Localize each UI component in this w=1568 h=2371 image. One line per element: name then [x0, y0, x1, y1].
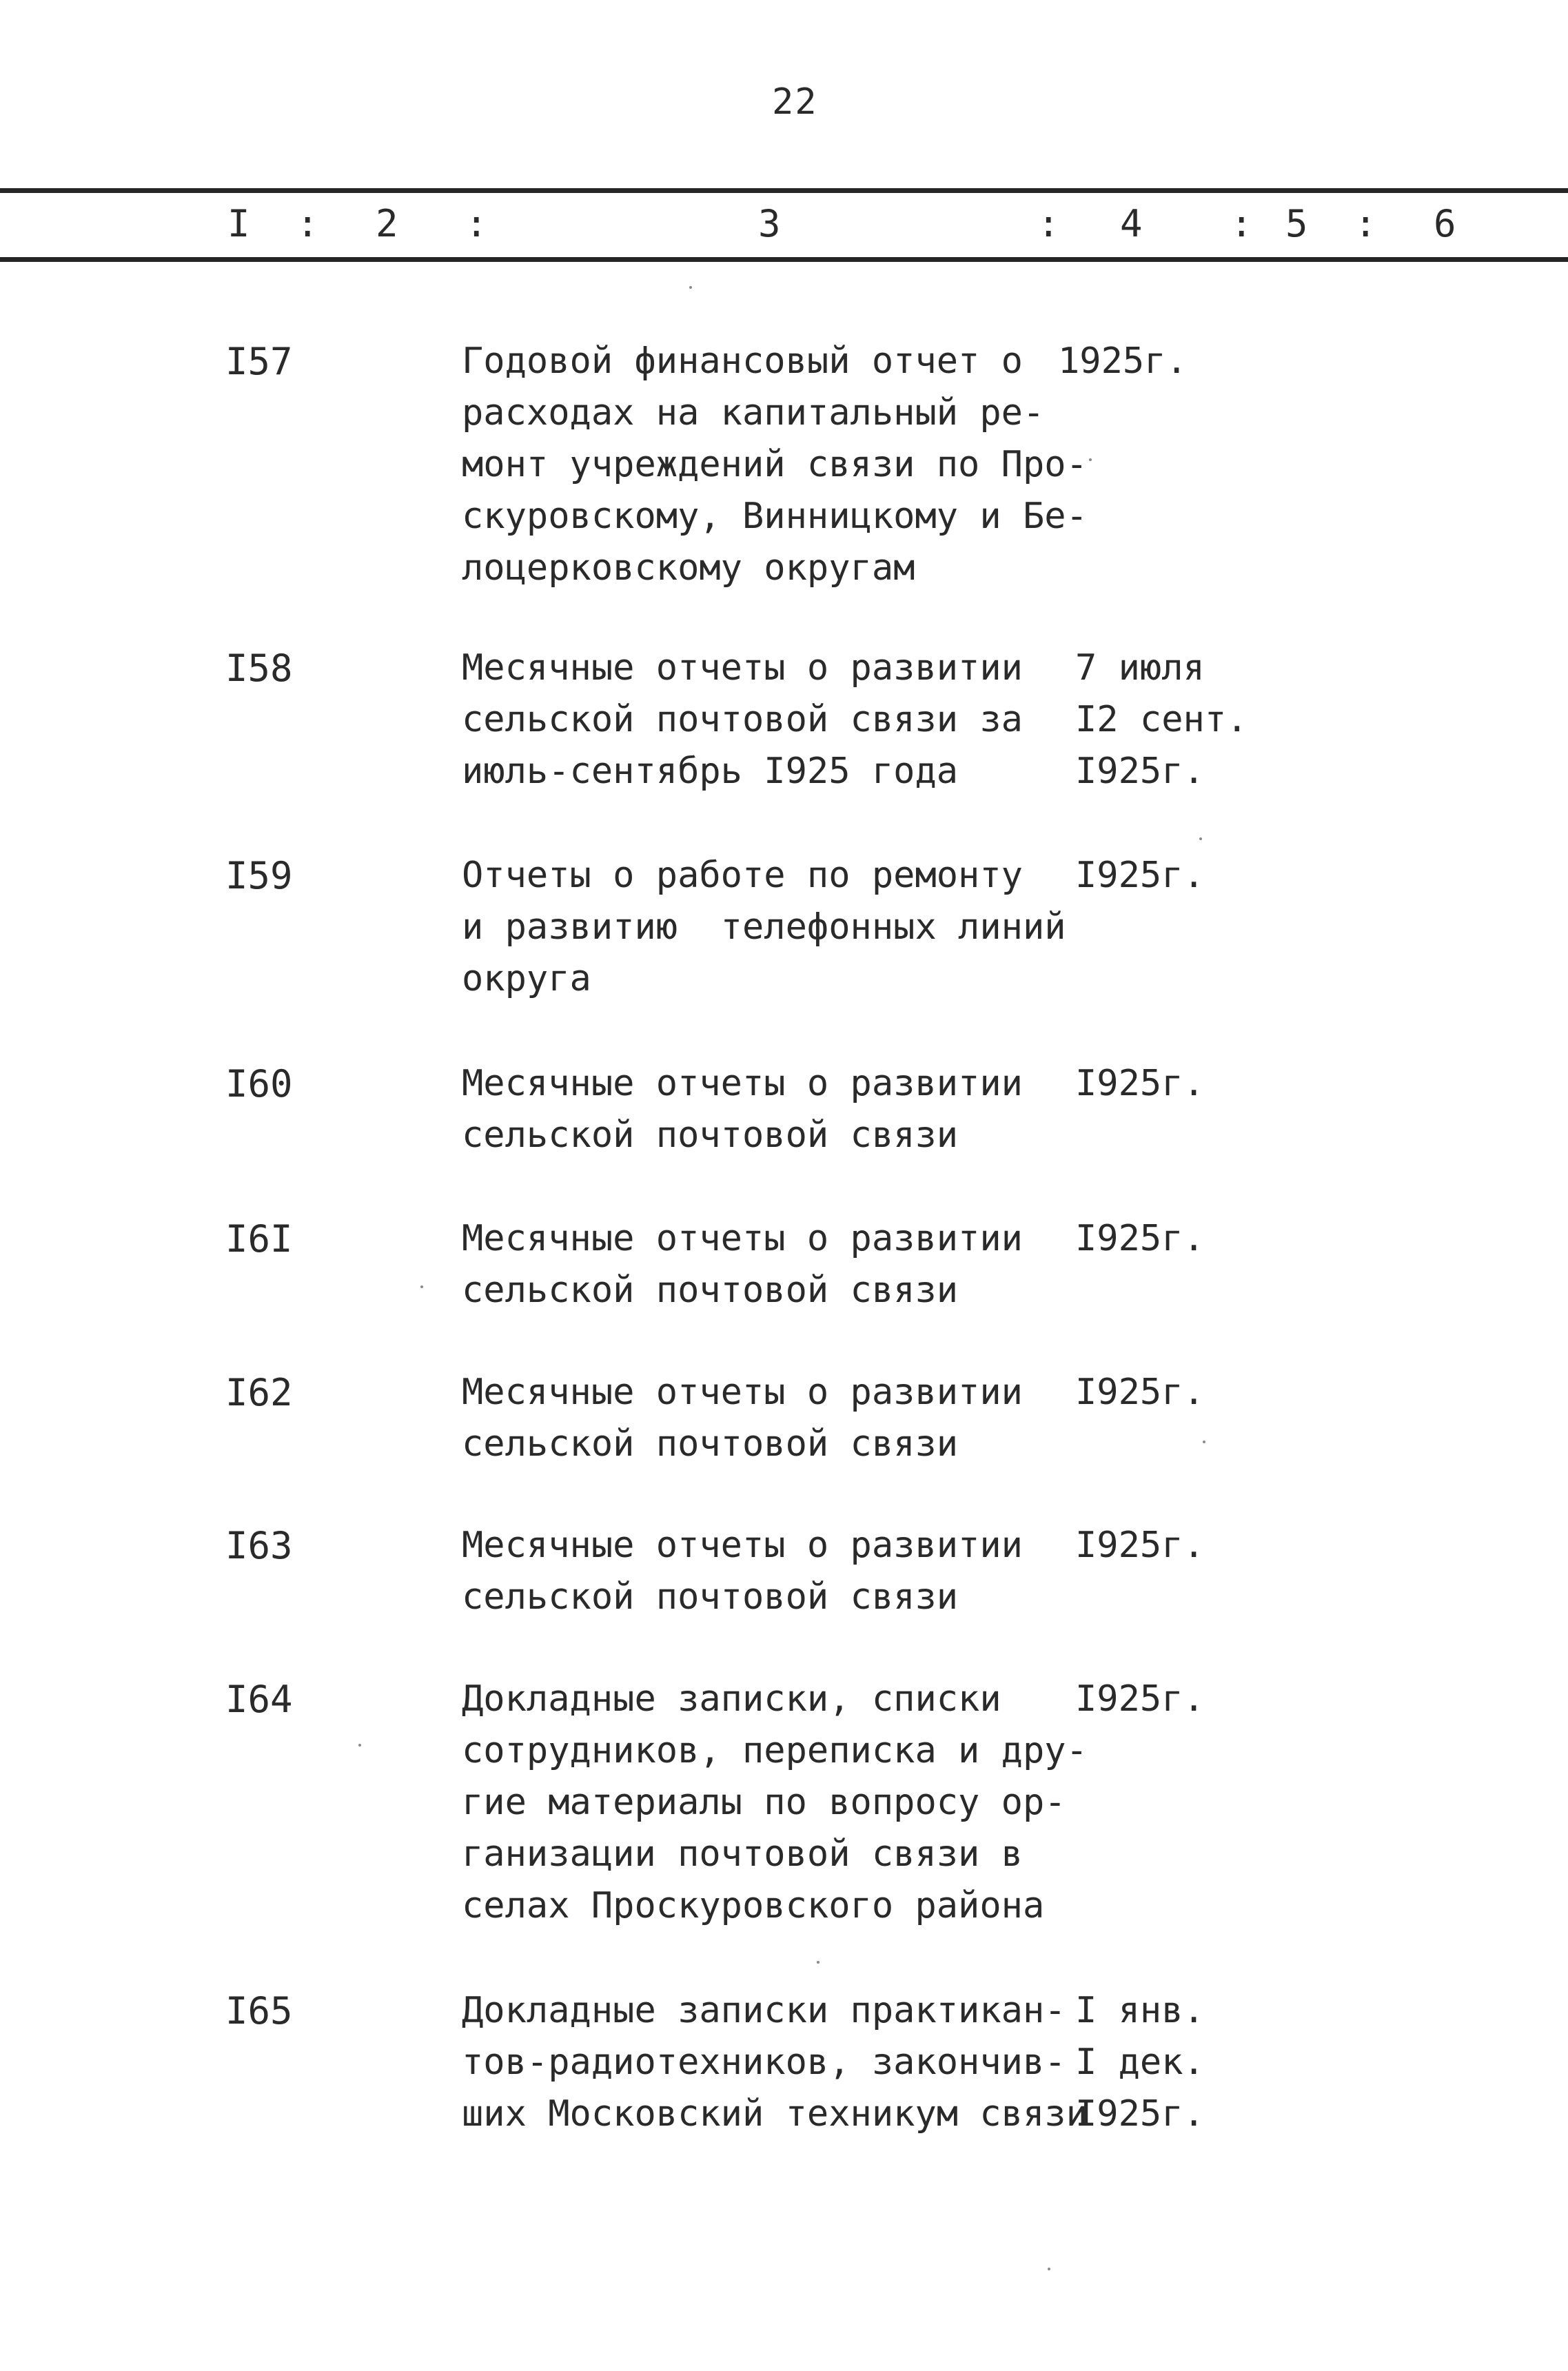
column-header-1: I: [227, 202, 250, 245]
scan-speck: [1203, 1441, 1205, 1443]
entry-title: Докладные записки, списки сотрудников, переписка и дру- гие материалы по вопросу ор- ганизации почтовой связи в селах Проскуровского района: [462, 1678, 1088, 1926]
entry-number: I57: [225, 340, 293, 383]
entry-title: Месячные отчеты о развитии сельской почтовой связи: [462, 1063, 1023, 1156]
column-separator: :: [296, 202, 319, 245]
entry-number: I63: [225, 1524, 293, 1567]
header-bottom-rule: [0, 257, 1568, 262]
entry-title: Месячные отчеты о развитии сельской почтовой связи за июль-сентябрь I925 года: [462, 647, 1023, 792]
entry-date: 1925г.: [1058, 340, 1188, 382]
entry-date: I925г.: [1075, 1372, 1205, 1413]
scan-speck: [420, 1285, 423, 1288]
entry-title: Месячные отчеты о развитии сельской почтовой связи: [462, 1525, 1023, 1618]
column-separator: :: [465, 202, 488, 245]
entry-date: I925г.: [1075, 855, 1205, 896]
entry-date: I925г.: [1075, 1063, 1205, 1104]
page-number: 22: [772, 81, 818, 123]
entry-title: Отчеты о работе по ремонту и развитию телефонных линий округа: [462, 855, 1066, 999]
scan-speck: [358, 1744, 361, 1747]
entry-date: 7 июля I2 сент. I925г.: [1075, 647, 1248, 792]
entry-number: I59: [225, 854, 293, 897]
scan-speck: [1048, 2268, 1050, 2270]
column-separator: :: [1230, 202, 1253, 245]
entry-date: I925г.: [1075, 1218, 1205, 1259]
scan-speck: [689, 286, 692, 289]
entry-number: I58: [225, 647, 293, 690]
scan-speck: [1089, 458, 1092, 461]
entry-date: I925г.: [1075, 1525, 1205, 1566]
column-header-3: 3: [758, 202, 781, 245]
scan-speck: [1199, 837, 1202, 840]
entry-number: I6I: [225, 1217, 293, 1261]
header-top-rule: [0, 188, 1568, 193]
column-header-2: 2: [376, 202, 398, 245]
entry-title: Месячные отчеты о развитии сельской почтовой связи: [462, 1218, 1023, 1311]
column-header-4: 4: [1120, 202, 1143, 245]
entry-number: I65: [225, 1989, 293, 2033]
entry-title: Докладные записки практикан- тов-радиотехников, закончив- ших Московский техникум связи: [462, 1990, 1088, 2135]
entry-date: I925г.: [1075, 1678, 1205, 1720]
column-separator: :: [1354, 202, 1377, 245]
entry-date: I янв. I дек. I925г.: [1075, 1990, 1205, 2135]
column-separator: :: [1037, 202, 1060, 245]
entry-title: Годовой финансовый отчет о расходах на капитальный ре- монт учреждений связи по Про- скуровскому, Винницкому и Бе- лоцерковскому округам: [462, 340, 1088, 589]
column-header-6: 6: [1434, 202, 1456, 245]
entry-title: Месячные отчеты о развитии сельской почтовой связи: [462, 1372, 1023, 1465]
entry-number: I62: [225, 1371, 293, 1414]
entry-number: I60: [225, 1062, 293, 1106]
entry-number: I64: [225, 1678, 293, 1721]
scan-speck: [817, 1961, 819, 1964]
column-header-5: 5: [1285, 202, 1308, 245]
